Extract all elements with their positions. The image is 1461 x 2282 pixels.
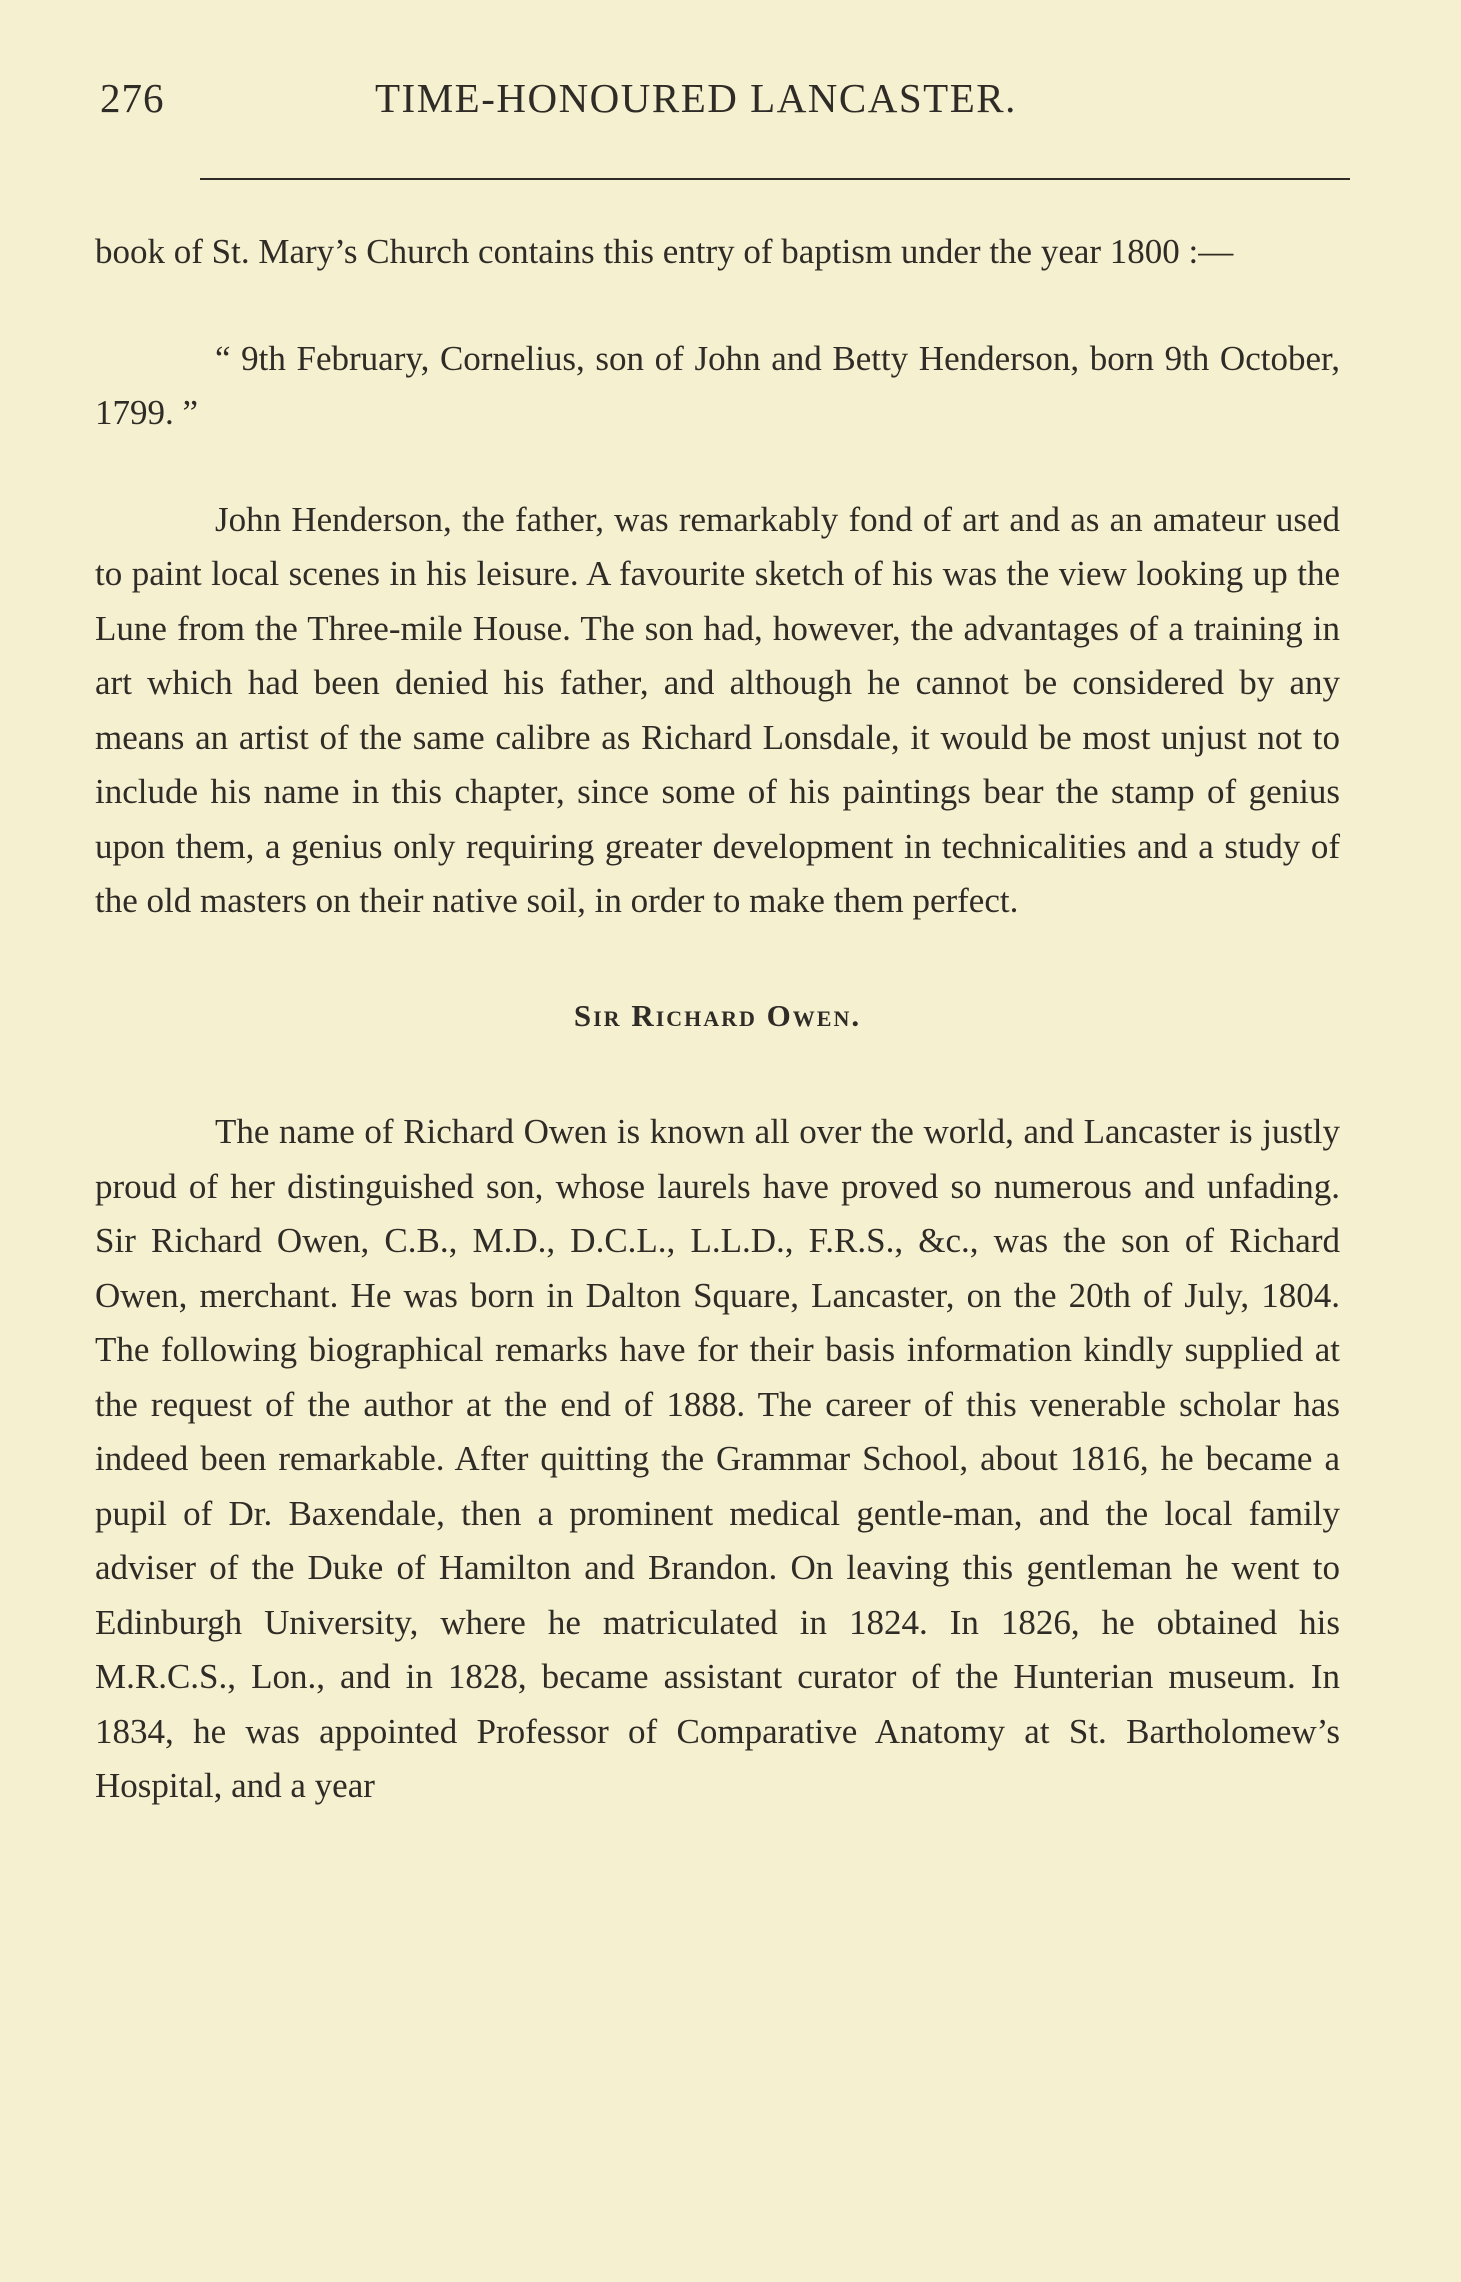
running-title: TIME-HONOURED LANCASTER. [375, 75, 1017, 121]
paragraph-3: The name of Richard Owen is known all over the world, and Lancaster is justly proud of her distinguished son, whose laurels have proved so numerous and unfading. Sir Richard Owen, C.B., M.D., D.C.L., L.L.D., F.R.S., &c., was the son of Richard Owen, merchant. He was born in Dalton Square, Lancaster, on the 20th of July, 1804. The following biographical remarks have for their basis information kindly supplied at the request of the author at the end of 1888. The career of this venerable scholar has indeed been remarkable. After quitting the Grammar School, about 1816, he became a pupil of Dr. Baxendale, then a prominent medical gentle-man, and the local family adviser of the Duke of Hamilton and Brandon. On leaving this gentleman he went to Edinburgh University, where he matriculated in 1824. In 1826, he obtained his M.R.C.S., Lon., and in 1828, became assistant curator of the Hunterian museum. In 1834, he was appointed Professor of Comparative Anatomy at St. Bartholomew’s Hospital, and a year [95, 1112, 1340, 1805]
paragraph-1: book of St. Mary’s Church contains this entry of baptism under the year 1800 :— [95, 232, 1234, 271]
section-heading: Sir Richard Owen. [573, 997, 862, 1033]
page-header [100, 74, 1350, 134]
header-rule [200, 178, 1350, 180]
body-text [95, 225, 1340, 1814]
page-number: 276 [100, 75, 165, 121]
baptism-quote: “ 9th February, Cornelius, son of John and Betty Henderson, born 9th October, 1799. ” [95, 338, 1340, 432]
paragraph-2: John Henderson, the father, was remarkably fond of art and as an amateur used to paint local scenes in his leisure. A favourite sketch of his was the view looking up the Lune from the Three-mile House. The son had, however, the advantages of a training in art which had been denied his father, and although he cannot be considered by any means an artist of the same calibre as Richard Lonsdale, it would be most unjust not to include his name in this chapter, since some of his paintings bear the stamp of genius upon them, a genius only requiring greater development in technicalities and a study of the old masters on their native soil, in order to make them perfect. [95, 499, 1340, 920]
